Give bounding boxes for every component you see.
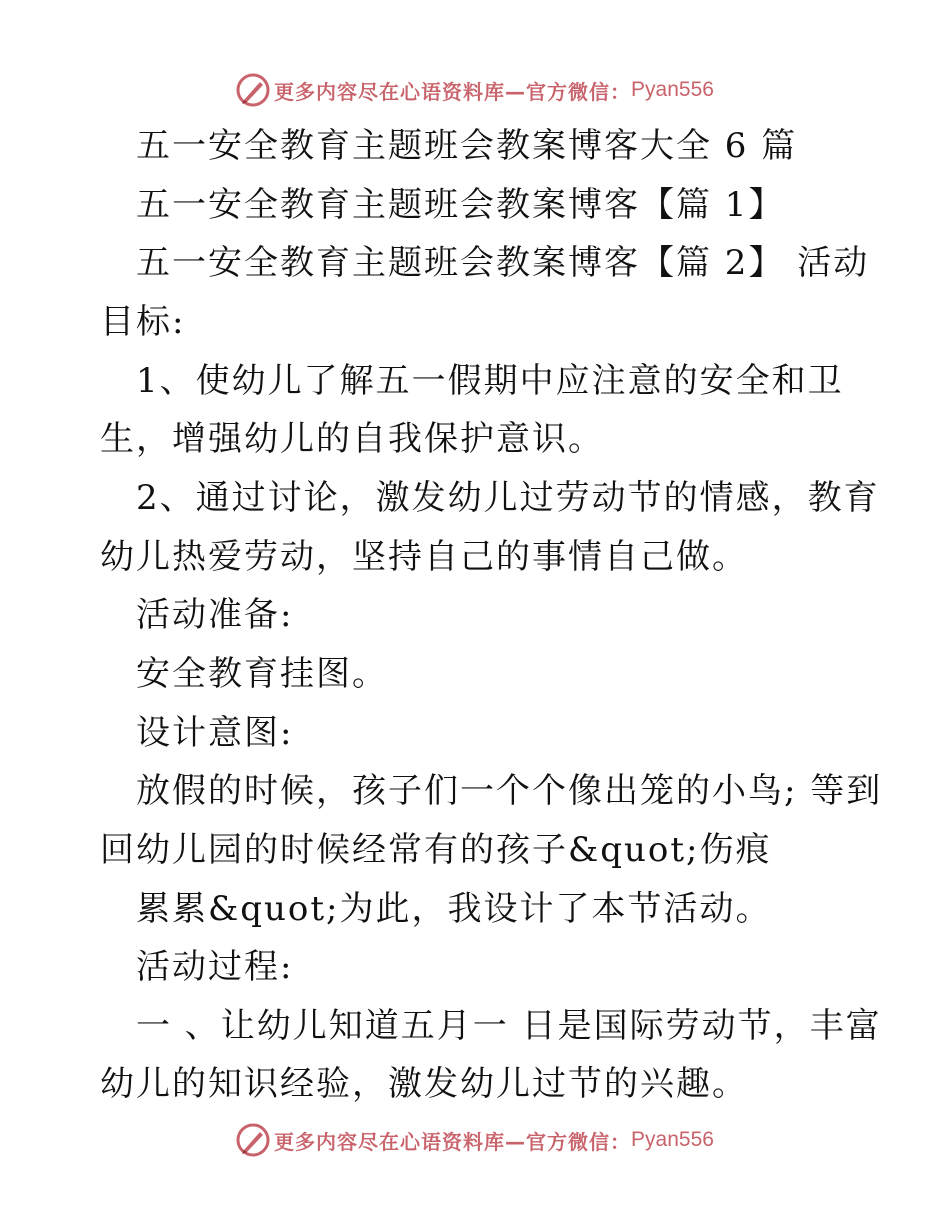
section-heading: 五一安全教育主题班会教案博客【篇 1】 <box>136 185 785 225</box>
watermark-id: Pyan556 <box>631 78 714 101</box>
paragraph-line: 2、通过讨论，激发幼儿过劳动节的情感，教育 <box>136 478 880 518</box>
watermark-text: 更多内容尽在心语资料库—官方微信： <box>274 1129 632 1154</box>
paragraph-line: 1、使幼儿了解五一假期中应注意的安全和卫 <box>136 361 844 401</box>
doc-title: 五一安全教育主题班会教案博客大全 6 篇 <box>136 126 798 166</box>
pen-logo-icon <box>236 73 270 107</box>
paragraph-line: 设计意图: <box>136 713 294 753</box>
paragraph-line: 放假的时候，孩子们一个个像出笼的小鸟; 等到 <box>136 771 883 811</box>
paragraph-line: 一 、让幼儿知道五月一 日是国际劳动节，丰富 <box>136 1006 882 1046</box>
paragraph-line: 幼儿的知识经验，激发幼儿过节的兴趣。 <box>100 1064 748 1104</box>
paragraph-line: 活动过程: <box>136 947 294 987</box>
paragraph-line: 幼儿热爱劳动，坚持自己的事情自己做。 <box>100 537 748 577</box>
paragraph-line: 目标: <box>100 302 186 342</box>
watermark-text: 更多内容尽在心语资料库—官方微信： <box>274 79 632 104</box>
pen-logo-icon <box>236 1123 270 1157</box>
paragraph-line: 生，增强幼儿的自我保护意识。 <box>100 419 604 459</box>
section-heading: 五一安全教育主题班会教案博客【篇 2】 活动 <box>136 243 870 283</box>
footer-watermark <box>0 1120 950 1160</box>
paragraph-line: 活动准备: <box>136 595 294 635</box>
watermark-id: Pyan556 <box>631 1128 714 1151</box>
paragraph-line: 回幼儿园的时候经常有的孩子&quot;伤痕 <box>100 830 772 870</box>
header-watermark <box>0 70 950 110</box>
paragraph-line: 累累&quot;为此，我设计了本节活动。 <box>136 889 772 929</box>
paragraph-line: 安全教育挂图。 <box>136 654 388 694</box>
